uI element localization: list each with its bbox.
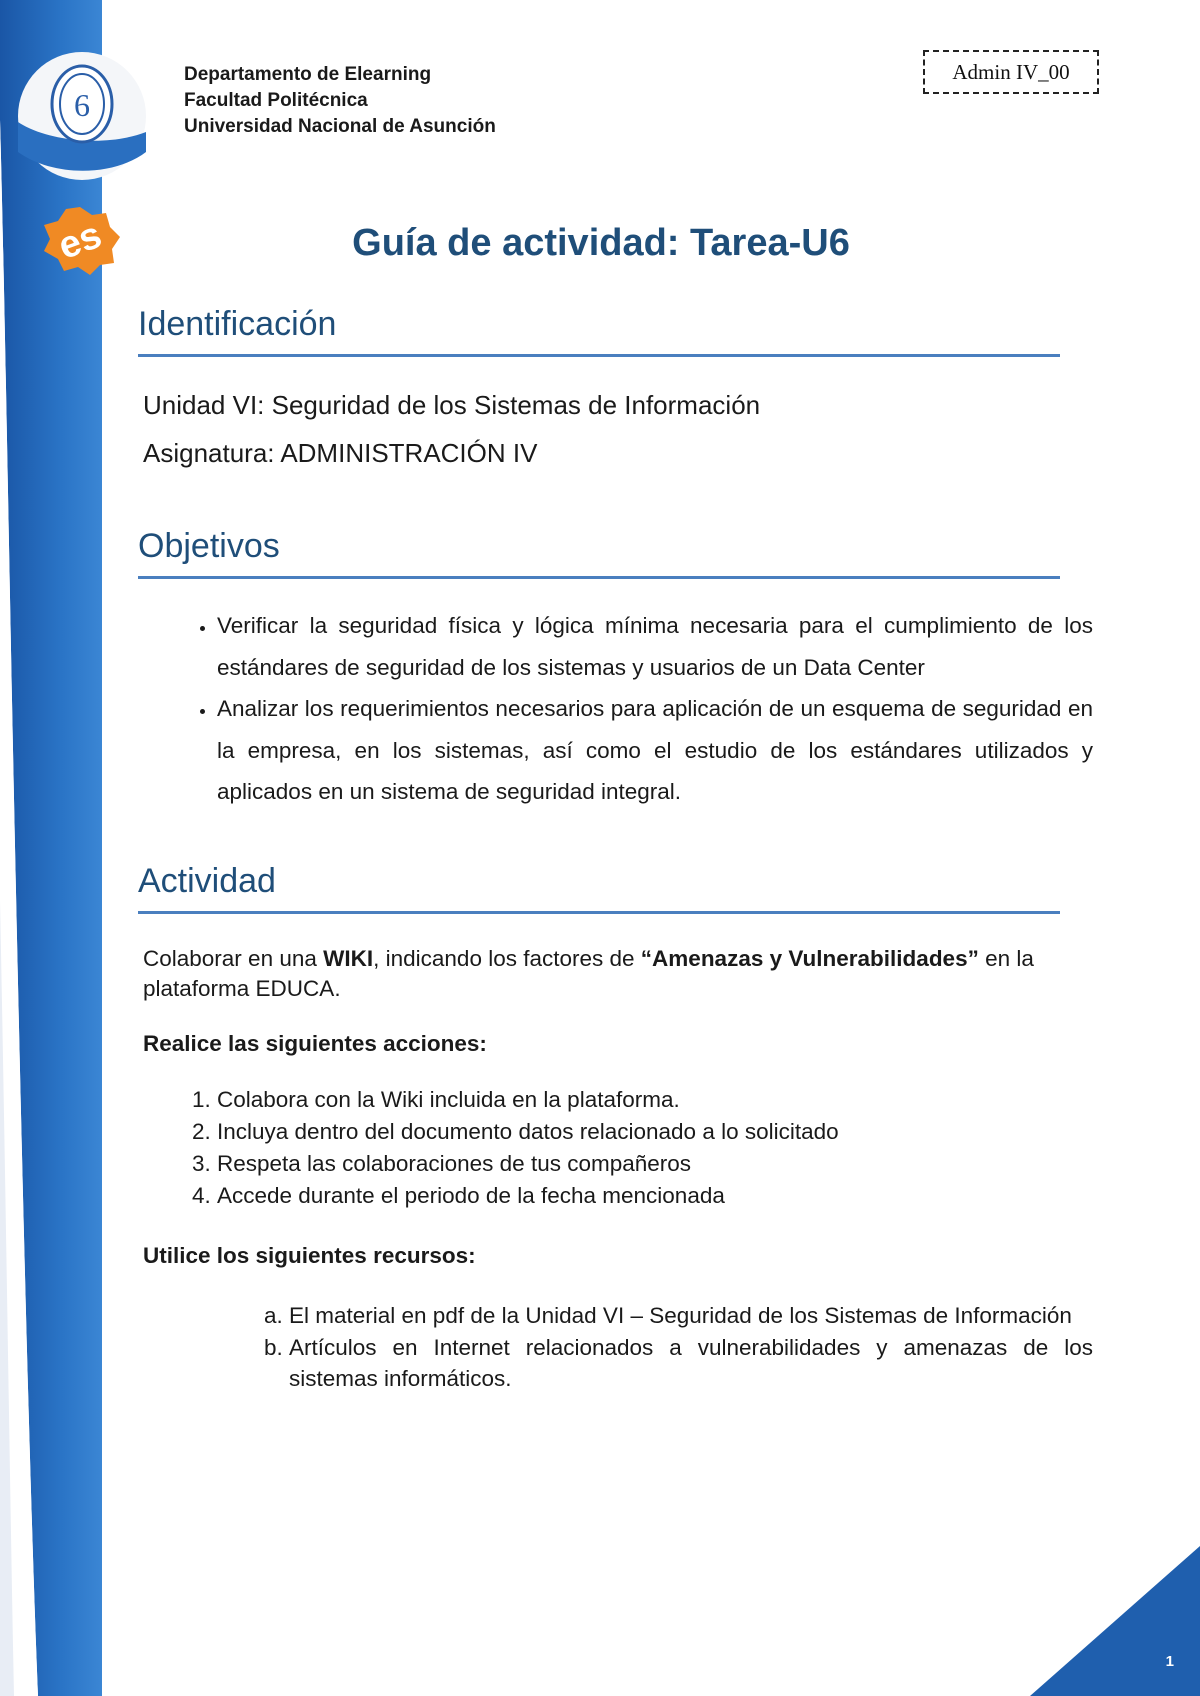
unit-line: Unidad VI: Seguridad de los Sistemas de Información xyxy=(143,390,761,420)
objective-item: • Verificar la seguridad física y lógica mínima necesaria para el cumplimiento de los estándares de seguridad de los sistemas y usuarios de un Data Center xyxy=(217,605,1093,688)
elearning-badge-logo xyxy=(40,205,120,275)
page-title: Guía de actividad: Tarea-U6 xyxy=(352,222,850,264)
activity-intro xyxy=(143,944,1058,1004)
university-name: Universidad Nacional de Asunción xyxy=(184,116,496,137)
svg-text:es: es xyxy=(52,214,108,268)
resources-heading: Utilice los siguientes recursos: xyxy=(143,1243,476,1268)
action-item: 2. Incluya dentro del documento datos relacionado a lo solicitado xyxy=(217,1116,1097,1148)
objectives-list xyxy=(182,605,1093,813)
corner-decoration xyxy=(1030,1546,1200,1696)
department-name: Departamento de Elearning xyxy=(184,64,432,85)
faculty-name: Facultad Politécnica xyxy=(184,90,368,111)
university-seal-logo xyxy=(18,52,146,180)
actions-list xyxy=(182,1084,1097,1212)
document-code: Admin IV_00 xyxy=(923,50,1099,94)
resource-item: b. Artículos en Internet relacionados a vulnerabilidades y amenazas de los sistemas informáticos. xyxy=(289,1332,1093,1395)
section-heading-objetivos: Objetivos xyxy=(138,524,1060,579)
topic-keyword: “Amenazas y Vulnerabilidades” xyxy=(640,946,979,971)
section-heading-identificacion: Identificación xyxy=(138,302,1060,357)
action-item: 1. Colabora con la Wiki incluida en la plataforma. xyxy=(217,1084,1097,1116)
intro-prefix: Colaborar en una xyxy=(143,946,324,971)
action-item: 4. Accede durante el periodo de la fecha mencionada xyxy=(217,1180,1097,1212)
intro-suffix: en la plataforma EDUCA. xyxy=(143,946,1034,1001)
svg-text:6: 6 xyxy=(74,87,90,123)
resource-item: a. El material en pdf de la Unidad VI – Seguridad de los Sistemas de Información xyxy=(289,1300,1093,1332)
section-heading-actividad: Actividad xyxy=(138,859,1060,914)
resources-list xyxy=(254,1300,1093,1395)
actions-heading: Realice las siguientes acciones: xyxy=(143,1031,487,1056)
intro-middle: , indicando los factores de xyxy=(373,946,641,971)
subject-line: Asignatura: ADMINISTRACIÓN IV xyxy=(143,438,538,468)
action-item: 3. Respeta las colaboraciones de tus compañeros xyxy=(217,1148,1097,1180)
wiki-keyword: WIKI xyxy=(323,946,374,971)
header-institution xyxy=(184,62,496,140)
page-number: 1 xyxy=(1165,1653,1174,1670)
objective-item: • Analizar los requerimientos necesarios para aplicación de un esquema de seguridad en la empresa, en los sistemas, así como el estudio de los estándares utilizados y aplicados en un sistema de seguridad integral. xyxy=(217,688,1093,813)
